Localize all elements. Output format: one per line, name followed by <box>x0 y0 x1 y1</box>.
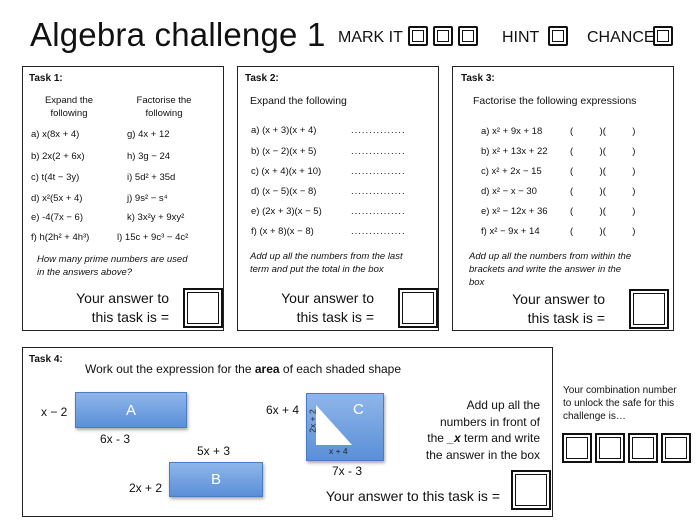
page-title: Algebra challenge 1 <box>30 16 326 53</box>
task4-instr-line-1: Add up all the <box>466 398 540 412</box>
task2-answer-dots-e[interactable]: ............... <box>351 206 406 217</box>
task1-answer-line-1: Your answer to <box>76 290 169 306</box>
task3-brackets-b[interactable]: ( )( ) <box>570 146 636 157</box>
shape-b <box>169 462 263 497</box>
task1-col1-heading-2: following <box>50 108 88 119</box>
combination-box-2[interactable] <box>595 433 625 463</box>
combination-text-line-2: to unlock the safe for this <box>563 398 675 409</box>
task4-heading: Work out the expression for the area of each shaded shape <box>85 362 402 376</box>
task1-question-2: in the answers above? <box>37 267 133 278</box>
task3-heading: Factorise the following expressions <box>473 95 637 107</box>
mark-it-box-1[interactable] <box>408 26 428 46</box>
task1-answer-box[interactable] <box>183 288 223 328</box>
task4-instr-line-3: the _x term and write <box>427 431 540 445</box>
task2-answer-dots-c[interactable]: ............... <box>351 166 406 177</box>
task2-item-a: a) (x + 3)(x + 4) <box>251 125 317 136</box>
shape-a <box>75 392 187 428</box>
task1-title: Task 1: <box>29 73 63 84</box>
task1-item-c: c) t(4t − 3y) <box>31 172 80 183</box>
task1-item-b: b) 2x(2 + 6x) <box>31 151 85 162</box>
shape-b-top-label: 5x + 3 <box>197 444 231 458</box>
task3-answer-line-1: Your answer to <box>512 291 605 307</box>
task3-item-f: f) x² − 9x + 14 <box>481 226 540 237</box>
hint-box[interactable] <box>548 26 568 46</box>
task3-item-d: d) x² − x − 30 <box>481 186 537 197</box>
combination-text-line-1: Your combination number <box>563 385 677 396</box>
task2-panel <box>237 66 439 331</box>
task3-brackets-d[interactable]: ( )( ) <box>570 186 636 197</box>
task4-answer-label: Your answer to this task is = <box>325 488 500 504</box>
task2-answer-dots-a[interactable]: ............... <box>351 125 406 136</box>
task2-answer-line-1: Your answer to <box>281 290 374 306</box>
task1-col1-heading-1: Expand the <box>44 95 94 106</box>
task3-item-c: c) x² + 2x − 15 <box>481 166 542 177</box>
mark-it-label: MARK IT <box>338 29 403 46</box>
task1-item-f: f) h(2h² + 4h³) <box>31 232 90 243</box>
task2-item-f: f) (x + 8)(x − 8) <box>251 226 314 237</box>
shape-b-side-label: 2x + 2 <box>129 481 163 495</box>
task1-item-j: j) 9s² − s⁴ <box>127 193 168 204</box>
shape-c-triangle-cutout <box>316 405 352 445</box>
task1-panel <box>22 66 224 331</box>
task2-note-2: term and put the total in the box <box>250 264 384 275</box>
task3-note-2: brackets and write the answer in the <box>469 264 622 275</box>
combination-text-line-3: challenge is… <box>563 411 626 422</box>
task3-note-3: box <box>469 277 485 288</box>
task3-brackets-e[interactable]: ( )( ) <box>570 206 636 217</box>
combination-text <box>563 384 677 423</box>
task3-brackets-a[interactable]: ( )( ) <box>570 126 636 137</box>
task3-brackets-c[interactable]: ( )( ) <box>570 166 636 177</box>
shape-a-side-label: x − 2 <box>41 405 68 419</box>
task3-title: Task 3: <box>461 73 495 84</box>
task3-note-1: Add up all the numbers from within the <box>469 251 632 262</box>
task1-item-d: d) x²(5x + 4) <box>31 193 83 204</box>
task1-item-h: h) 3g − 24 <box>127 151 171 162</box>
task4-instr-line-2: numbers in front of <box>439 414 540 429</box>
task2-item-d: d) (x − 5)(x − 8) <box>251 186 317 197</box>
shape-c-inner-side-label: 2x + 2 <box>307 409 318 433</box>
task4-instructions <box>426 397 540 463</box>
task4-panel <box>22 347 553 517</box>
task2-note-1: Add up all the numbers from the last <box>250 251 403 262</box>
task2-item-b: b) (x − 2)(x + 5) <box>251 146 317 157</box>
shape-a-bottom-label: 6x - 3 <box>100 432 131 446</box>
task2-answer-line-2: this task is = <box>296 309 374 325</box>
task1-item-k: k) 3x²y + 9xy² <box>127 212 185 223</box>
task2-answer-dots-d[interactable]: ............... <box>351 186 406 197</box>
task1-item-i: i) 5d² + 35d <box>127 172 176 183</box>
combination-box-3[interactable] <box>628 433 658 463</box>
task1-item-a: a) x(8x + 4) <box>31 129 80 140</box>
task3-item-e: e) x² − 12x + 36 <box>481 206 548 217</box>
task2-answer-dots-b[interactable]: ............... <box>351 146 406 157</box>
task4-answer-box[interactable] <box>511 470 551 510</box>
task1-item-g: g) 4x + 12 <box>127 129 170 140</box>
combination-box-4[interactable] <box>661 433 691 463</box>
shape-c-side-label: 6x + 4 <box>266 403 300 417</box>
task4-instr-line-4: the answer in the box <box>425 447 540 462</box>
task2-answer-box[interactable] <box>398 288 438 328</box>
task2-title: Task 2: <box>245 73 279 84</box>
shape-c-bottom-label: 7x - 3 <box>332 464 363 478</box>
shape-a-label: A <box>125 401 136 419</box>
task1-item-l: l) 15c + 9c³ − 4c² <box>117 232 189 243</box>
task1-col2-heading-1: Factorise the <box>136 95 192 106</box>
mark-it-box-3[interactable] <box>458 26 478 46</box>
task2-item-e: e) (2x + 3)(x − 5) <box>251 206 322 217</box>
chance-label: CHANCE <box>587 29 655 46</box>
task4-title: Task 4: <box>29 354 63 365</box>
task1-question-1: How many prime numbers are used <box>37 254 188 265</box>
shape-c-inner-bottom-label: x + 4 <box>329 446 348 456</box>
task3-item-b: b) x² + 13x + 22 <box>481 146 548 157</box>
hint-label: HINT <box>502 29 540 46</box>
combination-box-1[interactable] <box>562 433 592 463</box>
shape-c <box>306 393 384 461</box>
task3-answer-box[interactable] <box>629 289 669 329</box>
chance-box[interactable] <box>653 26 673 46</box>
task3-item-a: a) x² + 9x + 18 <box>481 126 543 137</box>
task3-answer-line-2: this task is = <box>527 310 605 326</box>
task1-item-e: e) -4(7x − 6) <box>31 212 84 223</box>
task2-item-c: c) (x + 4)(x + 10) <box>251 166 322 177</box>
task3-panel <box>452 66 674 331</box>
task2-answer-dots-f[interactable]: ............... <box>351 226 406 237</box>
task2-heading: Expand the following <box>250 95 347 107</box>
mark-it-box-2[interactable] <box>433 26 453 46</box>
shape-c-label: C <box>353 401 364 418</box>
task1-answer-line-2: this task is = <box>91 309 169 325</box>
task1-col2-heading-2: following <box>145 108 183 119</box>
shape-b-label: B <box>210 471 221 488</box>
task3-brackets-f[interactable]: ( )( ) <box>570 226 636 237</box>
